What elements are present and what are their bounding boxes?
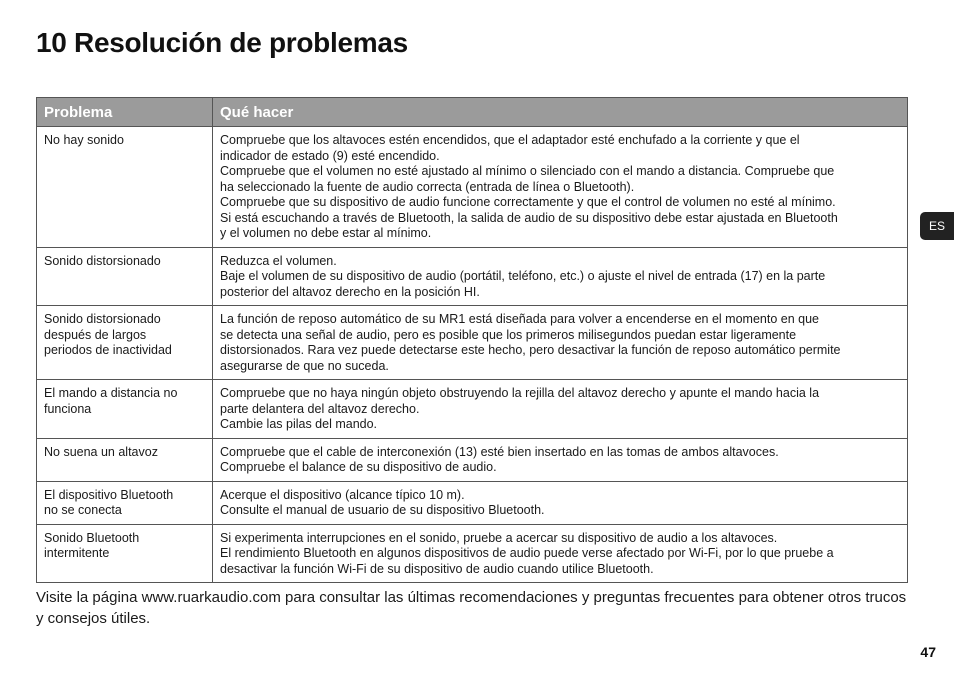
- problem-cell: [37, 380, 213, 439]
- problem-text: funciona: [44, 401, 92, 416]
- page-title: 10 Resolución de problemas: [36, 27, 408, 58]
- problem-text: después de largos: [44, 327, 147, 342]
- solution-text: posterior del altavoz derecho en la posición HI.: [220, 284, 480, 299]
- solution-cell: [213, 380, 908, 439]
- problem-text: intermitente: [44, 546, 110, 560]
- solution-text: y el volumen no debe estar al mínimo.: [220, 226, 432, 240]
- problem-text: El mando a distancia no: [44, 386, 178, 400]
- solution-text: asegurarse de que no suceda.: [220, 358, 389, 373]
- solution-text: El rendimiento Bluetooth en algunos dispositivos de audio puede verse afectado por Wi-Fi, por lo que pruebe a: [220, 546, 834, 560]
- table-row: [37, 247, 908, 306]
- language-tab: ES: [920, 212, 954, 240]
- solution-text: Baje el volumen de su dispositivo de audio (portátil, teléfono, etc.) o ajuste el nivel de entrada (17) en la parte: [220, 269, 826, 283]
- solution-text: Compruebe el balance de su dispositivo de audio.: [220, 460, 497, 474]
- solution-text: Compruebe que los altavoces estén encendidos, que el adaptador esté enchufado a la corriente y que el: [220, 133, 800, 147]
- solution-cell: [213, 306, 908, 380]
- solution-text: Cambie las pilas del mando.: [220, 417, 378, 431]
- problem-text: No hay sonido: [44, 133, 124, 147]
- column-header-solution: Qué hacer: [213, 98, 908, 127]
- solution-text: Consulte el manual de usuario de su dispositivo Bluetooth.: [220, 503, 545, 517]
- solution-text: Acerque el dispositivo (alcance típico 10 m).: [220, 487, 465, 502]
- problem-text: Sonido distorsionado: [44, 253, 161, 268]
- solution-text: indicador de estado (9) esté encendido.: [220, 148, 440, 163]
- problem-cell: [37, 306, 213, 380]
- table-row: [37, 127, 908, 248]
- table-row: [37, 438, 908, 481]
- solution-text: Compruebe que su dispositivo de audio funcione correctamente y que el control de volumen no esté al mínimo.: [220, 195, 836, 209]
- solution-text: distorsionados. Rara vez puede detectarse este hecho, pero desactivar la función de reposo automático permite: [220, 343, 841, 357]
- solution-cell: [213, 481, 908, 524]
- problem-cell: [37, 247, 213, 306]
- page-number: 47: [920, 644, 936, 660]
- table-row: [37, 306, 908, 380]
- solution-text: se detecta una señal de audio, pero es posible que los primeros milisegundos puedan estar ligeramente: [220, 327, 797, 342]
- solution-text: desactivar la función Wi-Fi de su dispositivo de audio cuando utilice Bluetooth.: [220, 561, 654, 576]
- solution-text: Compruebe que el cable de interconexión (13) esté bien insertado en las tomas de ambos altavoces.: [220, 444, 779, 459]
- problem-text: El dispositivo Bluetooth: [44, 487, 174, 502]
- solution-cell: [213, 438, 908, 481]
- solution-text: parte delantera del altavoz derecho.: [220, 401, 420, 416]
- solution-text: Compruebe que el volumen no esté ajustado al mínimo o silenciado con el mando a distancia. Compruebe que: [220, 164, 835, 178]
- solution-cell: [213, 247, 908, 306]
- problem-cell: [37, 481, 213, 524]
- problem-text: Sonido distorsionado: [44, 312, 161, 326]
- table-header-row: [37, 98, 908, 127]
- troubleshooting-table: [36, 97, 908, 583]
- problem-text: no se conecta: [44, 503, 122, 517]
- problem-cell: [37, 438, 213, 481]
- problem-text: Sonido Bluetooth: [44, 530, 140, 545]
- footer-note: Visite la página www.ruarkaudio.com para consultar las últimas recomendaciones y preguntas frecuentes para obtener otros trucos y consejos útiles.: [36, 589, 907, 627]
- solution-cell: [213, 127, 908, 248]
- column-header-problem: Problema: [37, 98, 213, 127]
- solution-cell: [213, 524, 908, 583]
- table-body: [37, 127, 908, 583]
- table-row: [37, 481, 908, 524]
- table-row: [37, 524, 908, 583]
- solution-text: Reduzca el volumen.: [220, 253, 337, 268]
- solution-text: Si experimenta interrupciones en el sonido, pruebe a acercar su dispositivo de audio a los altavoces.: [220, 530, 778, 545]
- solution-text: Compruebe que no haya ningún objeto obstruyendo la rejilla del altavoz derecho y apunte el mando hacia la: [220, 386, 820, 400]
- solution-text: ha seleccionado la fuente de audio correcta (entrada de línea o Bluetooth).: [220, 179, 635, 194]
- problem-cell: [37, 127, 213, 248]
- problem-text: periodos de inactividad: [44, 343, 172, 357]
- solution-text: La función de reposo automático de su MR1 está diseñada para volver a encenderse en el momento en que: [220, 312, 819, 326]
- problem-cell: [37, 524, 213, 583]
- table-row: [37, 380, 908, 439]
- solution-text: Si está escuchando a través de Bluetooth, la salida de audio de su dispositivo debe estar ajustada en Bluetooth: [220, 210, 838, 225]
- problem-text: No suena un altavoz: [44, 444, 158, 459]
